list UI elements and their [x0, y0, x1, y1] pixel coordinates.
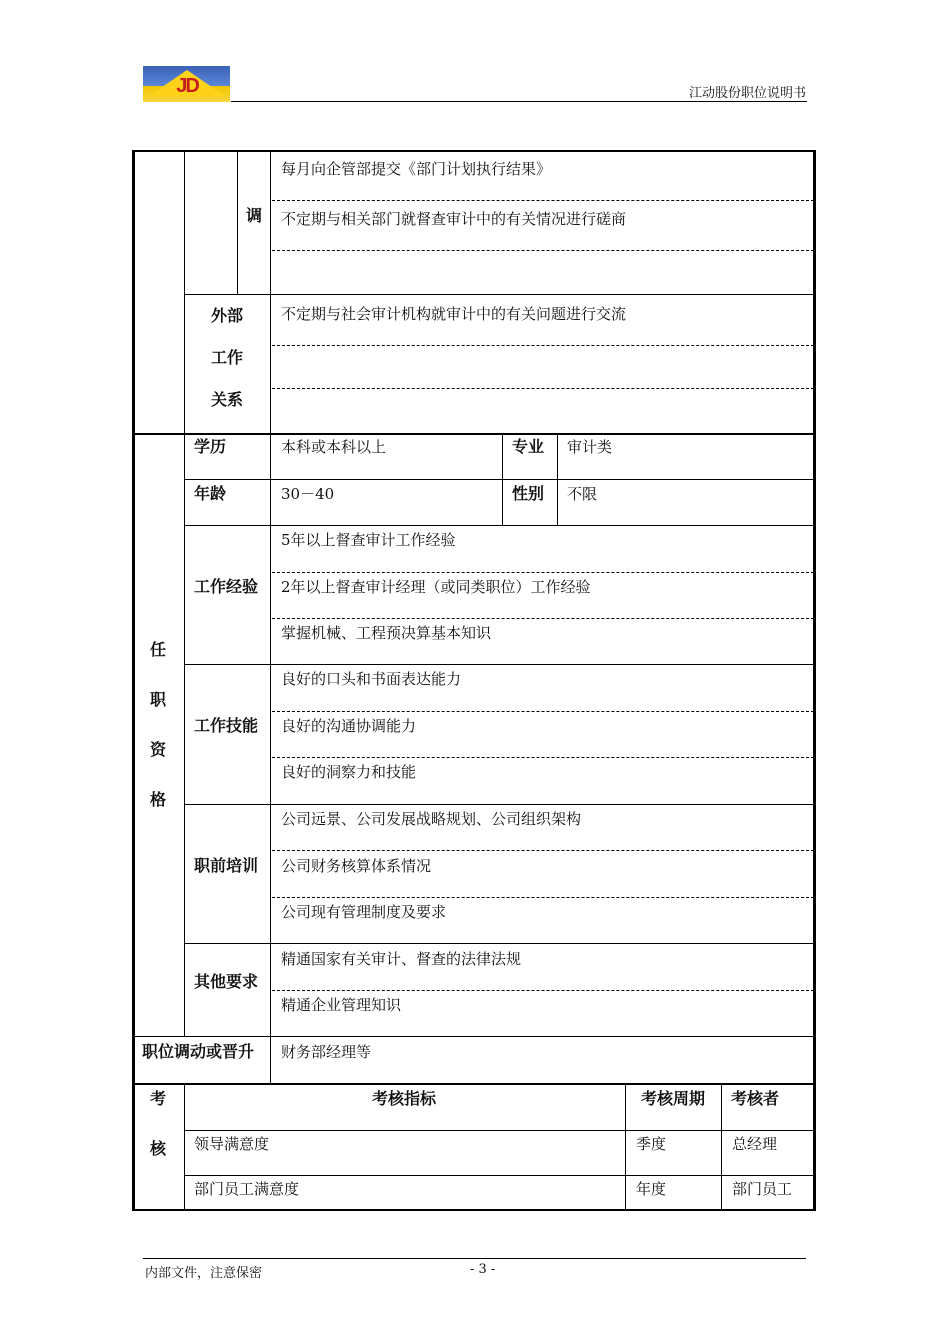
table-row-divider: [132, 1083, 816, 1085]
assessment-header-assessor: 考核者: [731, 1089, 780, 1108]
table-row-divider: [184, 943, 814, 944]
coordination-label: 调: [246, 206, 263, 225]
external-label: 外部: [211, 306, 244, 325]
assessment-header-indicator: 考核指标: [372, 1089, 437, 1108]
dashed-separator: [272, 572, 814, 573]
table-row-divider: [184, 804, 814, 805]
skills-item: 良好的洞察力和技能: [281, 763, 417, 781]
promotion-label: 职位调动或晋升: [142, 1042, 255, 1061]
table-col-divider: [721, 1084, 722, 1210]
skills-item: 良好的沟通协调能力: [281, 717, 417, 735]
dashed-separator: [272, 250, 814, 251]
table-col-divider: [184, 150, 185, 1036]
dashed-separator: [272, 850, 814, 851]
training-label: 职前培训: [194, 856, 259, 875]
qualifications-side-label: 格: [150, 790, 167, 809]
other-item: 精通企业管理知识: [281, 996, 402, 1014]
dashed-separator: [272, 711, 814, 712]
footer-rule: [143, 1258, 806, 1259]
table-col-divider: [237, 150, 238, 294]
document-title: 江动股份职位说明书: [688, 86, 806, 101]
external-item: 不定期与社会审计机构就审计中的有关问题进行交流: [281, 305, 627, 323]
education-label: 学历: [194, 437, 227, 456]
table-row-divider: [184, 664, 814, 665]
external-label: 关系: [211, 390, 244, 409]
table-left-border: [132, 150, 135, 1211]
assessment-assessor: 部门员工: [732, 1180, 793, 1198]
experience-item: 2年以上督查审计经理（或同类职位）工作经验: [281, 578, 591, 596]
table-row-divider: [132, 1036, 816, 1037]
training-item: 公司财务核算体系情况: [281, 857, 432, 875]
dashed-separator: [272, 200, 814, 201]
age-label: 年龄: [194, 484, 227, 503]
dashed-separator: [272, 618, 814, 619]
assessment-header-cycle: 考核周期: [641, 1089, 706, 1108]
major-label: 专业: [512, 437, 545, 456]
assessment-indicator: 领导满意度: [194, 1135, 270, 1153]
table-row-divider: [184, 294, 814, 295]
education-value: 本科或本科以上: [281, 438, 387, 456]
other-item: 精通国家有关审计、督查的法律法规: [281, 950, 522, 968]
assessment-side-label: 核: [150, 1139, 167, 1158]
skills-item: 良好的口头和书面表达能力: [281, 670, 462, 688]
training-item: 公司现有管理制度及要求: [281, 903, 447, 921]
dashed-separator: [238, 150, 814, 151]
footer-confidential: 内部文件，注意保密: [145, 1266, 263, 1281]
assessment-indicator: 部门员工满意度: [194, 1180, 300, 1198]
dashed-separator: [272, 388, 814, 389]
qualifications-side-label: 资: [150, 740, 167, 759]
qualifications-side-label: 职: [150, 690, 167, 709]
experience-label: 工作经验: [194, 577, 259, 596]
table-row-divider: [184, 1130, 814, 1131]
table-col-divider: [625, 1084, 626, 1210]
table-bottom-border: [132, 1209, 816, 1211]
major-value: 审计类: [567, 438, 613, 456]
experience-item: 5年以上督查审计工作经验: [281, 531, 456, 549]
training-item: 公司远景、公司发展战略规划、公司组织架构: [281, 810, 582, 828]
coordination-item: 不定期与相关部门就督查审计中的有关情况进行磋商: [281, 210, 627, 228]
assessment-cycle: 季度: [636, 1135, 667, 1153]
assessment-side-label: 考: [150, 1089, 167, 1108]
dashed-separator: [272, 345, 814, 346]
dashed-separator: [272, 990, 814, 991]
table-row-divider: [184, 479, 814, 480]
header-rule: [231, 101, 807, 102]
table-row-divider: [132, 433, 816, 435]
experience-item: 掌握机械、工程预决算基本知识: [281, 624, 492, 642]
table-col-divider: [184, 1084, 185, 1210]
external-label: 工作: [211, 348, 244, 367]
dashed-separator: [272, 757, 814, 758]
gender-value: 不限: [567, 485, 598, 503]
dashed-separator: [272, 897, 814, 898]
table-row-divider: [184, 525, 814, 526]
promotion-value: 财务部经理等: [281, 1043, 372, 1061]
gender-label: 性别: [512, 484, 545, 503]
page-number: - 3 -: [470, 1262, 496, 1277]
company-logo: [143, 66, 230, 102]
skills-label: 工作技能: [194, 716, 259, 735]
age-value: 30－40: [281, 485, 335, 503]
coordination-item: 每月向企管部提交《部门计划执行结果》: [281, 160, 552, 178]
table-right-border: [813, 150, 816, 1211]
qualifications-side-label: 任: [150, 640, 167, 659]
table-row-divider: [184, 1175, 814, 1176]
assessment-cycle: 年度: [636, 1180, 667, 1198]
assessment-assessor: 总经理: [732, 1135, 778, 1153]
logo-mark: JD: [176, 75, 198, 97]
other-label: 其他要求: [194, 972, 259, 991]
